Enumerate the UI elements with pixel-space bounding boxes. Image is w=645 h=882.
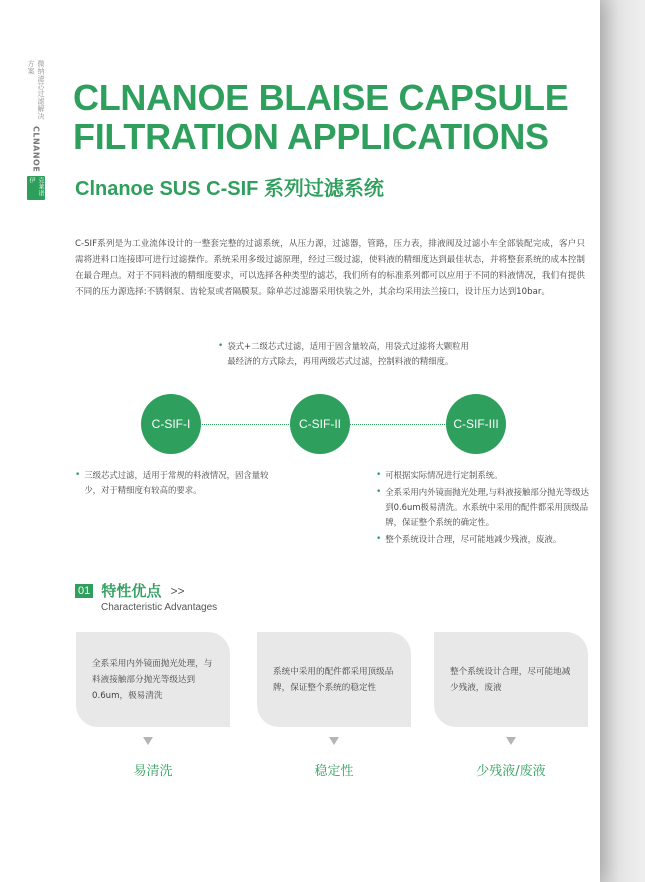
note-text: 可根据实际情况进行定制系统。 [385, 470, 503, 480]
note-text: 整个系统设计合理，尽可能地减少残液，废液。 [385, 534, 562, 544]
page-title [73, 78, 573, 156]
note-c-sif-ii [218, 339, 473, 369]
bullet-dot-icon: • [376, 470, 382, 480]
card-text: 全系采用内外镜面抛光处理，与料液接触部分抛光等级达到0.6um，极易清洗 [92, 658, 213, 701]
double-chevron-icon: >> [170, 583, 185, 598]
benefit-label-2: 稳定性 [314, 764, 354, 779]
note-c-sif-i [75, 468, 280, 498]
benefit-label-3: 少残液/废液 [476, 764, 546, 779]
intro-paragraph: C-SIF系列是为工业流体设计的一整套完整的过滤系统，从压力源，过滤器，管路，压力表，排液阀及过滤小车全部装配完成，客户只需将进料口连接即可进行过滤操作。系统采用多级过滤原理，经过三级过滤，使料液的精细度达到最佳状态，并将整套系统的成本控制在最合理点。对于不同料液的精细度要求，可以选择各种类型的滤芯，我们所有的标准系列都可以应用于不同的料液情况，我们有提供不同的压力源选择:不锈钢泵、齿轮泵或者隔膜泵。除单芯过滤器采用快装之外，其余均采用法兰接口，设计压力达到10bar。 [75, 239, 585, 297]
benefit-label-1: 易清洗 [133, 764, 173, 779]
card-text: 系统中采用的配件都采用顶级品牌，保证整个系统的稳定性 [273, 666, 394, 693]
bullet-dot-icon: • [75, 470, 81, 480]
title-line-1: CLNANOE BLAISE CAPSULE [73, 77, 569, 118]
advantage-card-1 [76, 632, 230, 727]
side-tag: 克莱诺伊 [27, 176, 45, 200]
bullet-dot-icon: • [376, 534, 382, 544]
section-header [75, 580, 217, 613]
advantage-card-2 [257, 632, 411, 727]
note-text: 全系采用内外镜面抛光处理,与料液接触部分抛光等级达到0.6um极易清洗。水系统中采用的配件都采用顶级品牌，保证整个系统的确定性。 [385, 487, 589, 527]
section-subtitle: Characteristic Advantages [101, 602, 218, 613]
bullet-dot-icon: • [376, 487, 382, 497]
node-c-sif-i: C-SIF-I [141, 394, 201, 454]
page-subtitle: Clnanoe SUS C-SIF 系列过滤系统 [75, 178, 384, 200]
down-triangle-icon [329, 737, 339, 745]
advantage-card-3 [434, 632, 588, 727]
page-edge [600, 0, 645, 882]
title-line-2: FILTRATION APPLICATIONS [73, 116, 549, 157]
note-text: 袋式+二级芯式过滤，适用于固含量较高，用袋式过滤将大颗粒用最经济的方式除去，再用两级芯式过滤，控制料液的精细度。 [227, 341, 469, 366]
note-text: 三级芯式过滤，适用于常规的料液情况，固含量较少，对于精细度有较高的要求。 [84, 470, 269, 495]
side-brand: CLNANOE [31, 126, 41, 173]
node-c-sif-ii: C-SIF-II [290, 394, 350, 454]
note-c-sif-iii [376, 468, 591, 549]
section-title: 特性优点 [101, 582, 162, 600]
card-text: 整个系统设计合理，尽可能地减少残液，废液 [450, 666, 571, 693]
node-c-sif-iii: C-SIF-III [446, 394, 506, 454]
down-triangle-icon [143, 737, 153, 745]
down-triangle-icon [506, 737, 516, 745]
section-number: 01 [75, 584, 93, 598]
side-text: 微纳滤芯过滤解决方案 [27, 60, 45, 120]
bullet-dot-icon: • [218, 341, 224, 351]
side-strip [27, 60, 45, 200]
